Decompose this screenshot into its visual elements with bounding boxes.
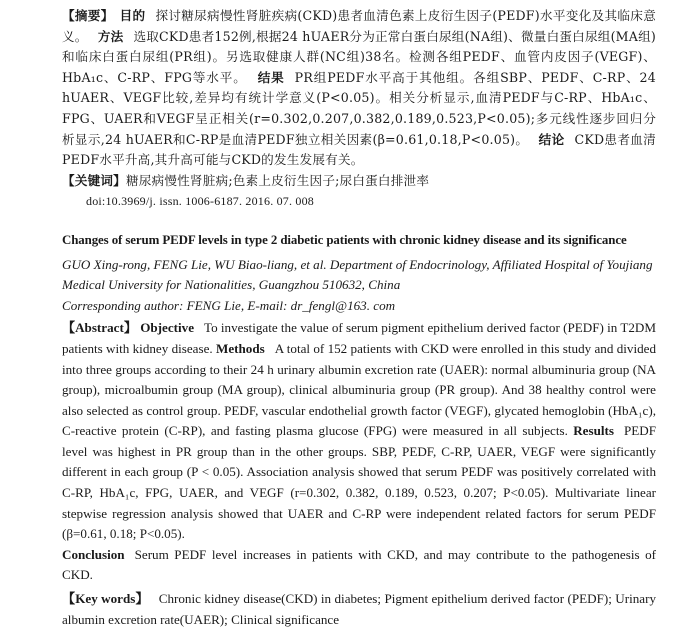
zh-keywords-text: 糖尿病慢性肾脏病;色素上皮衍生因子;尿白蛋白排泄率 [125,172,430,188]
en-keywords-text: Chronic kidney disease(CKD) in diabetes; Pigment epithelium derived factor (PEDF); Urinary albumin excretion rate(UAER); Clinical significance [62,591,656,627]
chinese-abstract [62,6,656,212]
zh-keywords-label: 【关键词】 [62,172,126,188]
zh-conclusion-label: 结论 [538,131,565,147]
en-conclusion [62,545,656,586]
zh-results-text: PR组PEDF水平高于其他组。各组SBP、PEDF、C-RP、24 hUAER、VEGF比较,差异均有统计学意义(P<0.05)。相关分析显示,血清PEDF与C-RP、HbA₁c、FPG、UAER和VEGF呈正相关(r=0.302,0.207,0.382,0.189,0.523,P<0.05);多元线性逐步回归分析显示,24 hUAER和C-RP是血清PEDF独立相关因素(β=0.61,0.18,P<0.05)。 [62,69,656,147]
en-keywords-label: 【Key words】 [62,591,149,607]
zh-objective-label: 目的 [119,8,146,23]
en-methods-label: Methods [215,340,265,356]
zh-keywords [62,171,656,192]
zh-conclusion-text: CKD患者血清PEDF水平升高,其升高可能与CKD的发生发展有关。 [62,131,656,168]
english-title: Changes of serum PEDF levels in type 2 diabetic patients with chronic kidney disease and its significance [62,232,627,247]
chinese-abstract-body [62,6,656,171]
zh-results-label: 结果 [257,69,285,85]
en-conclusion-label: Conclusion [62,546,125,562]
zh-methods-label: 方法 [97,28,124,44]
en-abstract-label: 【Abstract】 [62,320,137,336]
corresponding-author: Corresponding author: FENG Lie, E-mail: dr_fengl@163. com [62,297,396,313]
authors-affiliation: GUO Xing-rong, FENG Lie, WU Biao-liang, et al. Department of Endocrinology, Affiliated Hospital of Youjiang Medical University for Nationalities, Guangzhou 510632, China [62,256,653,293]
english-abstract [62,230,656,630]
en-conclusion-text: Serum PEDF level increases in patients with CKD, and may contribute to the pathogenesis of CKD. [62,546,656,583]
en-results-text: PEDF level was highest in PR group than in the other groups. SBP, PEDF, C-RP, UAER, VEGF were significantly different in each group (P < 0.05). Association analysis showed that serum PEDF was positively correlated with C-RP, HbA₁c, FPG, UAER, and VEGF (r=0.302, 0.382, 0.189, 0.523, 0.207; P<0.05). Multivariate linear stepwise regression analysis showed that UAER and C-RP were independent related factors for serum PEDF (β=0.61, 0.18; P<0.05). [62,423,656,542]
en-objective-label: Objective [140,320,195,336]
zh-objective-text: 探讨糖尿病慢性肾脏疾病(CKD)患者血清色素上皮衍生因子(PEDF)水平变化及其临床意义。 [62,8,656,44]
zh-abstract-label: 【摘要】 [62,8,114,23]
en-objective-text: To investigate the value of serum pigment epithelium derived factor (PEDF) in T2DM patients with kidney disease. [62,320,656,356]
english-abstract-body [62,318,656,545]
doi: doi:10.3969/j. issn. 1006-6187. 2016. 07. 008 [86,194,315,209]
zh-methods-text: 选取CKD患者152例,根据24 hUAER分为正常白蛋白尿组(NA组)、微量白蛋白尿组(MA组)和临床白蛋白尿组(PR组)。另选取健康人群(NC组)38名。检测各组PEDF、血管内皮因子(VEGF)、HbA₁c、C-RP、FPG等水平。 [62,28,656,85]
en-methods-text: A total of 152 patients with CKD were enrolled in this study and divided into three groups according to their 24 h urinary albumin excretion rate (UAER): normal albuminuria group (NA group), microalbumin group (MA group), clinical albuminuria group (PR group). And 38 healthy control were also selected as control group. PEDF, vascular endothelial growth factor (VEGF), glycated hemoglobin (HbA₁c), C-reactive protein (C-RP), and fasting plasma glucose (FPG) were measured in all subjects. [62,340,656,439]
en-results-label: Results [573,423,614,439]
en-keywords [62,589,656,630]
